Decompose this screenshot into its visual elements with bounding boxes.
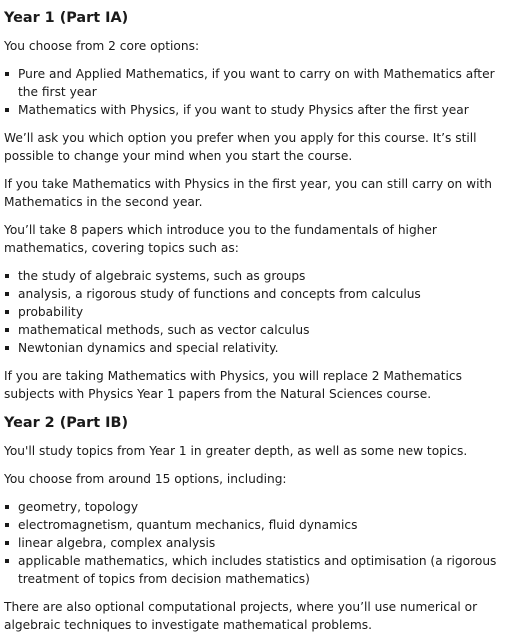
list-item: Newtonian dynamics and special relativity. xyxy=(4,339,512,357)
year2-choose-paragraph: You choose from around 15 options, including: xyxy=(4,472,287,486)
year1-switch-paragraph: If you take Mathematics with Physics in the first year, you can still carry on with Mathematics in the second year. xyxy=(4,177,493,209)
list-item: mathematical methods, such as vector calculus xyxy=(4,321,512,339)
year2-heading: Year 2 (Part IB) xyxy=(4,415,129,431)
list-item: probability xyxy=(4,303,512,321)
list-item: linear algebra, complex analysis xyxy=(4,534,512,552)
year1-heading: Year 1 (Part IA) xyxy=(4,10,129,26)
year1-apply-paragraph: We’ll ask you which option you prefer when you apply for this course. It’s still possible to change your mind when you start the course. xyxy=(4,131,477,163)
year2-projects-paragraph: There are also optional computational projects, where you’ll use numerical or algebraic techniques to investigate mathematical problems. xyxy=(4,600,478,632)
list-item: electromagnetism, quantum mechanics, fluid dynamics xyxy=(4,516,512,534)
list-item: geometry, topology xyxy=(4,498,512,516)
list-item: applicable mathematics, which includes statistics and optimisation (a rigorous treatment of topics from decision mathematics) xyxy=(4,552,512,588)
list-item: analysis, a rigorous study of functions and concepts from calculus xyxy=(4,285,512,303)
year2-options-list xyxy=(4,498,512,588)
year2-depth-paragraph: You'll study topics from Year 1 in greater depth, as well as some new topics. xyxy=(4,444,468,458)
year1-intro: You choose from 2 core options: xyxy=(4,39,200,53)
year1-topics-list xyxy=(4,267,512,357)
year1-papers-paragraph: You’ll take 8 papers which introduce you to the fundamentals of higher mathematics, covering topics such as: xyxy=(4,223,437,255)
list-item: the study of algebraic systems, such as groups xyxy=(4,267,512,285)
year1-replace-paragraph: If you are taking Mathematics with Physics, you will replace 2 Mathematics subjects with Physics Year 1 papers from the Natural Sciences course. xyxy=(4,369,462,401)
list-item: Mathematics with Physics, if you want to study Physics after the first year xyxy=(4,101,512,119)
list-item: Pure and Applied Mathematics, if you want to carry on with Mathematics after the first year xyxy=(4,65,512,101)
year1-core-options-list xyxy=(4,65,512,119)
